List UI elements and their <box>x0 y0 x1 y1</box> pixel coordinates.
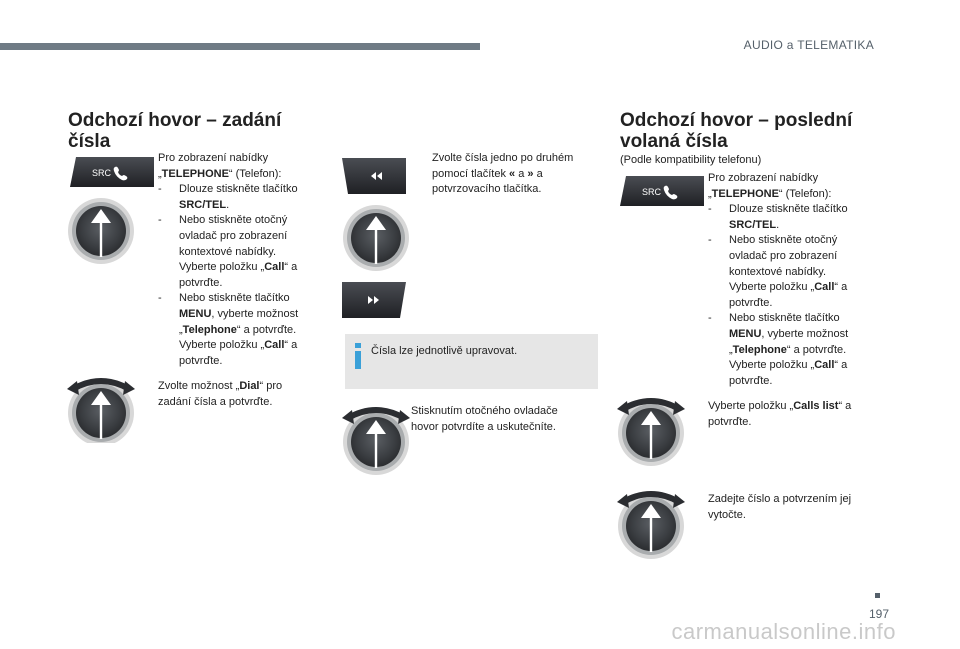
right-calls-list-instruction: Vyberte položku „Calls list“ a potvrďte. <box>708 400 852 428</box>
left-dial-instruction: Zvolte možnost „Dial“ pro zadání čísla a potvrďte. <box>158 380 283 408</box>
rotary-knob-press-icon <box>342 204 410 272</box>
page-number: 197 <box>868 607 889 621</box>
info-note-text: Čísla lze jednotlivě upravovat. <box>371 345 518 357</box>
rotary-knob-rotate-icon <box>617 488 685 560</box>
rotary-knob-rotate-icon <box>617 395 685 467</box>
src-tel-button <box>620 174 704 208</box>
left-list-item-1: - Dlouze stiskněte tlačítko SRC/TEL. <box>158 183 298 211</box>
svg-text:i: i <box>354 343 355 344</box>
right-instructions: Pro zobrazení nabídky „TELEPHONE“ (Telefon): - Dlouze stiskněte tlačítko SRC/TEL. - Nebo stiskněte otočný ovladač pro zobrazení kontextové nabídky. Vyberte položku „Call“ a potvrďte. - Nebo stiskněte tlačítko MENU, vyberte možnost „Telephone“ a potvrďte. Vyberte položku „Call“ a potvrďte. <box>708 171 908 389</box>
right-title <box>620 110 852 152</box>
src-label: SRC <box>92 168 112 178</box>
header-bar <box>0 43 480 50</box>
right-list-item-3: - Nebo stiskněte tlačítko MENU, vyberte možnost „Telephone“ a potvrďte. Vyberte položku „Call“ a potvrďte. <box>708 312 849 387</box>
middle-instructions: Zvolte čísla jedno po druhém pomocí tlačítek « a » a potvrzovacího tlačítka. <box>432 152 574 196</box>
right-subtitle: (Podle kompatibility telefonu) <box>620 154 762 166</box>
left-instructions: Pro zobrazení nabídky „TELEPHONE“ (Telefon): - Dlouze stiskněte tlačítko SRC/TEL. - Nebo stiskněte otočný ovladač pro zobrazení kontextové nabídky. Vyberte položku „Call“ a potvrďte. - Nebo stiskněte tlačítko MENU, vyberte možnost „Telephone“ a potvrďte. Vyberte položku „Call“ a potvrďte. <box>158 151 348 369</box>
right-title-line2: volaná čísla <box>620 131 728 152</box>
watermark: carmanualsonline.info <box>671 619 896 644</box>
src-tel-button <box>70 155 154 189</box>
right-list-item-2: - Nebo stiskněte otočný ovladač pro zobrazení kontextové nabídky. Vyberte položku „Call“ a potvrďte. <box>708 234 848 309</box>
seek-back-icon <box>342 156 406 196</box>
left-list-item-2: - Nebo stiskněte otočný ovladač pro zobrazení kontextové nabídky. Vyberte položku „Call“ a potvrďte. <box>158 214 298 289</box>
left-list-item-3: - Nebo stiskněte tlačítko MENU, vyberte možnost „Telephone“ a potvrďte. Vyberte položku „Call“ a potvrďte. <box>158 292 299 367</box>
right-dial-instruction: Zadejte číslo a potvrzením jej vytočte. <box>708 493 852 521</box>
right-title-line1: Odchozí hovor – poslední <box>620 110 853 131</box>
rotary-knob-rotate-icon <box>342 404 410 476</box>
info-note <box>345 334 598 389</box>
info-icon <box>354 343 362 369</box>
left-title <box>68 110 281 152</box>
left-title-line2: čísla <box>68 131 111 152</box>
section-label: AUDIO a TELEMATIKA <box>743 38 874 52</box>
rotary-knob-rotate-icon <box>67 375 135 443</box>
right-list-item-1: - Dlouze stiskněte tlačítko SRC/TEL. <box>708 203 848 231</box>
rotary-knob-press-icon <box>67 197 135 265</box>
seek-forward-icon <box>342 280 406 320</box>
page-marker <box>875 593 880 598</box>
middle-confirm-instruction: Stisknutím otočného ovladače hovor potvrdíte a uskutečníte. <box>411 405 558 433</box>
left-title-line1: Odchozí hovor – zadání <box>68 110 282 131</box>
src-label: SRC <box>642 187 662 197</box>
